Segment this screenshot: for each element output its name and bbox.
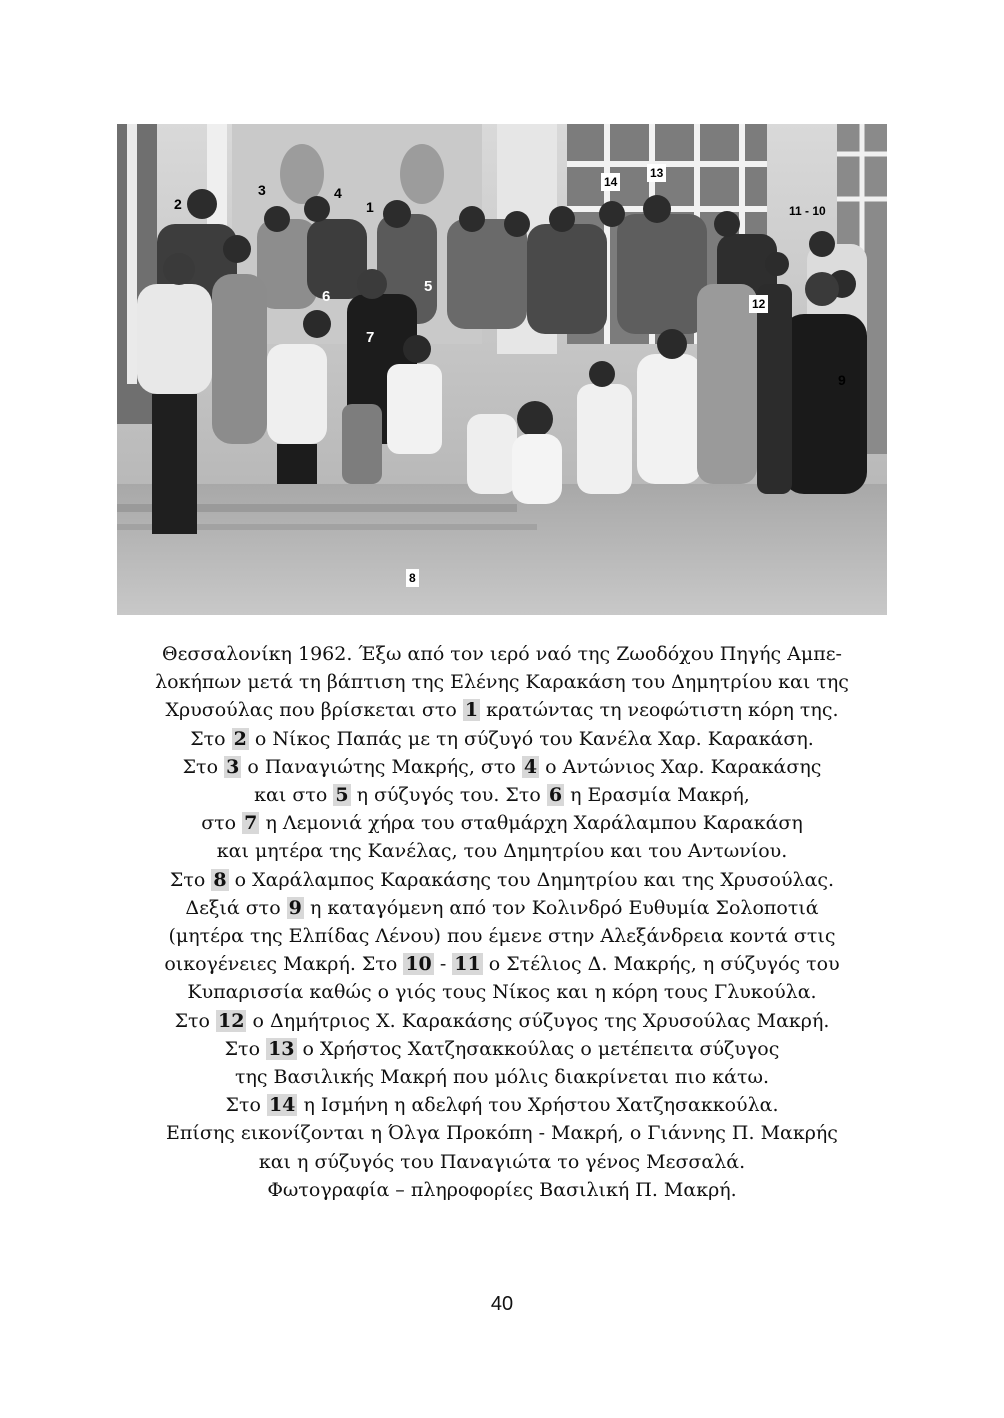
caption-line xyxy=(100,1035,904,1063)
caption-line xyxy=(100,1176,904,1204)
caption-line xyxy=(100,1148,904,1176)
caption-text: η σύζυγός του. Στο xyxy=(350,784,547,807)
caption-text: η Λεμονιά χήρα του σταθμάρχη Χαράλαμπου Καρακάση xyxy=(259,812,803,835)
caption-line xyxy=(100,753,904,781)
caption-text: οικογένειες Μακρή. Στο xyxy=(164,953,404,976)
caption-text: Θεσσαλονίκη 1962. Έξω από τον ιερό ναό της Ζωοδόχου Πηγής Αμπε- xyxy=(162,643,842,665)
label-6: 6 xyxy=(322,288,331,305)
caption-reference-number: 9 xyxy=(288,896,302,919)
label-5: 5 xyxy=(424,278,433,295)
label-7: 7 xyxy=(366,329,375,346)
group-photo xyxy=(117,124,887,615)
caption-reference-number: 13 xyxy=(268,1037,295,1060)
caption-text: Στο xyxy=(174,1009,217,1032)
caption-line xyxy=(100,640,904,668)
label-2: 2 xyxy=(174,196,182,212)
caption-reference-number: 7 xyxy=(244,812,258,835)
caption-line xyxy=(100,1119,904,1147)
caption-line xyxy=(100,668,904,696)
caption-text: και μητέρα της Κανέλας, του Δημητρίου και του Αντωνίου. xyxy=(216,840,788,863)
caption-reference-number: 2 xyxy=(233,727,247,750)
label-11-10: 11 - 10 xyxy=(789,204,826,218)
label-8: 8 xyxy=(406,569,419,587)
label-1: 1 xyxy=(366,199,374,215)
caption-text: Στο xyxy=(169,868,212,891)
caption-reference-number: 12 xyxy=(218,1009,245,1032)
caption-reference-number: 6 xyxy=(548,784,563,807)
caption-text: Δεξιά στο xyxy=(185,896,287,919)
caption-line xyxy=(100,1091,904,1119)
label-14: 14 xyxy=(601,173,620,191)
caption-text: Χρυσούλας που βρίσκεται στο xyxy=(165,699,463,722)
group-photo-image xyxy=(117,124,887,615)
label-12: 12 xyxy=(749,295,768,313)
caption-text: Στο xyxy=(182,755,225,778)
caption-text: ο Νίκος Παπάς με τη σύζυγό του Κανέλα Χαρ. Καρακάση. xyxy=(248,727,814,750)
caption-reference-number: 8 xyxy=(213,868,227,891)
caption-text: Στο xyxy=(225,1094,267,1117)
caption-text: λοκήπων μετά τη βάπτιση της Ελένης Καρακάση του Δημητρίου και της xyxy=(155,671,849,694)
caption-line xyxy=(100,809,904,837)
caption-line xyxy=(100,922,904,950)
caption-text: η καταγόμενη από τον Κολινδρό Ευθυμία Σολοποτιά xyxy=(303,896,819,919)
caption-line xyxy=(100,894,904,922)
caption-text: Φωτογραφία – πληροφορίες Βασιλική Π. Μακρή. xyxy=(267,1178,737,1201)
caption-reference-number: 3 xyxy=(226,755,240,778)
caption-text: Επίσης εικονίζονται η Όλγα Προκόπη - Μακρή, ο Γιάννης Π. Μακρής xyxy=(166,1122,838,1145)
caption-reference-number: 11 xyxy=(454,953,481,976)
caption-line xyxy=(100,725,904,753)
caption-line xyxy=(100,1007,904,1035)
caption-reference-number: 5 xyxy=(335,784,349,807)
caption-line xyxy=(100,781,904,809)
caption-text: και η σύζυγός του Παναγιώτα το γένος Μεσσαλά. xyxy=(258,1150,746,1173)
page-number: 40 xyxy=(490,1293,514,1315)
caption-text: ο Χρήστος Χατζησακκούλας ο μετέπειτα σύζυγος xyxy=(296,1037,780,1060)
caption-reference-number: 10 xyxy=(405,953,432,976)
caption-reference-number: 1 xyxy=(464,699,479,722)
caption-text: ο Δημήτριος Χ. Καρακάσης σύζυγος της Χρυσούλας Μακρή. xyxy=(246,1009,830,1032)
caption-line xyxy=(100,1063,904,1091)
caption-text: ο Παναγιώτης Μακρής, στο xyxy=(241,755,522,778)
label-13: 13 xyxy=(647,164,666,182)
caption-reference-number: 14 xyxy=(268,1094,296,1117)
label-4: 4 xyxy=(334,185,342,201)
caption-text: η Ισμήνη η αδελφή του Χρήστου Χατζησακκούλα. xyxy=(297,1094,779,1117)
caption-text: Στο xyxy=(190,727,232,750)
label-9: 9 xyxy=(838,372,846,388)
caption-text: Στο xyxy=(224,1037,267,1060)
label-3: 3 xyxy=(258,182,266,198)
caption-text: της Βασιλικής Μακρή που μόλις διακρίνεται πιο κάτω. xyxy=(234,1066,770,1089)
caption-line xyxy=(100,866,904,894)
caption-line xyxy=(100,837,904,865)
photo-caption xyxy=(100,640,904,1204)
caption-text: ο Στέλιος Δ. Μακρής, η σύζυγός του xyxy=(482,953,840,976)
caption-text: κρατώντας τη νεοφώτιστη κόρη της. xyxy=(480,699,839,722)
caption-line xyxy=(100,696,904,724)
caption-text: ο Αντώνιος Χαρ. Καρακάσης xyxy=(539,755,822,778)
caption-reference-number: 4 xyxy=(523,755,538,778)
caption-text: στο xyxy=(201,812,243,835)
caption-line xyxy=(100,978,904,1006)
caption-text: ο Χαράλαμπος Καρακάσης του Δημητρίου και της Χρυσούλας. xyxy=(228,868,835,891)
caption-text: (μητέρα της Ελπίδας Λένου) που έμενε στην Αλεξάνδρεια κοντά στις xyxy=(168,925,836,948)
caption-text: Κυπαρισσία καθώς ο γιός τους Νίκος και η κόρη τους Γλυκούλα. xyxy=(187,981,817,1004)
caption-text: και στο xyxy=(254,784,334,807)
caption-line xyxy=(100,950,904,978)
caption-text: - xyxy=(433,953,453,976)
caption-text: η Ερασμία Μακρή, xyxy=(564,784,750,807)
